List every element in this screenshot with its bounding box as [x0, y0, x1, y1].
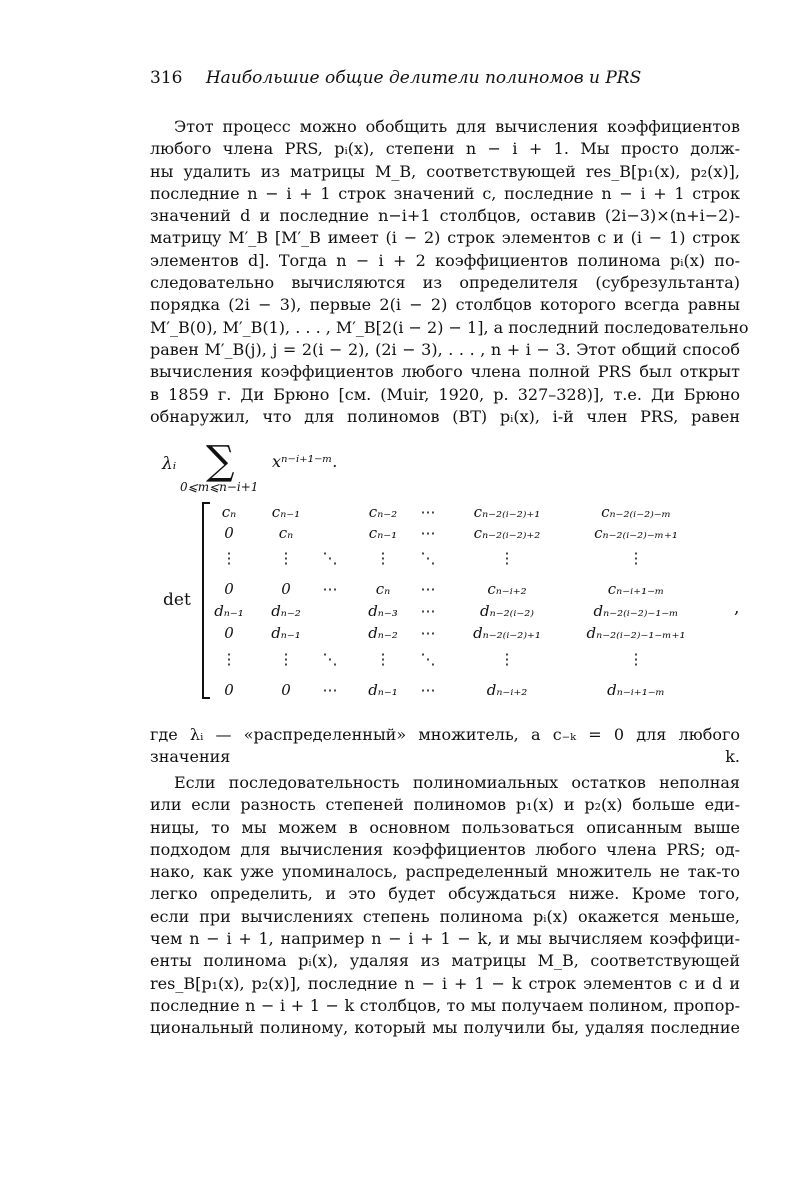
matrix-cell: cₙ₋₂₍ᵢ₋₂₎₊₁: [473, 503, 541, 521]
formula-lambda: λᵢ: [162, 454, 177, 474]
text-line: значения k.: [150, 747, 740, 767]
matrix-cell: 0: [281, 681, 291, 699]
text-line: или если разность степеней полиномов p₁(x) и p₂(x) больше еди-: [150, 795, 740, 815]
matrix-cell: ⋱: [420, 549, 436, 567]
matrix-cell: cₙ₋₁: [271, 503, 301, 521]
text-line: легко определить, и это будет обсуждаться ниже. Кроме того,: [150, 884, 740, 904]
text-line: res_B[p₁(x), p₂(x)], последние n − i + 1 − k строк элементов c и d и: [150, 973, 740, 993]
matrix-cell: ⋮: [628, 549, 644, 567]
matrix-cell: ⋯: [420, 602, 436, 620]
matrix-cell: ⋮: [278, 549, 294, 567]
matrix-cell: ⋯: [420, 681, 436, 699]
matrix-cell: dₙ₋₁: [271, 624, 301, 642]
text-line: любого члена PRS, pᵢ(x), степени n − i + 1. Мы просто долж-: [150, 139, 740, 159]
text-line: подходом для вычисления коэффициентов любого члена PRS; од-: [150, 839, 740, 859]
matrix-cell: cₙ₋₂₍ᵢ₋₂₎₊₂: [473, 524, 541, 542]
text-line: равен M′_B(j), j = 2(i − 2), (2i − 3), . . . , n + i − 3. Этот общий способ: [150, 339, 740, 359]
matrix-cell: cₙ₋₂: [368, 503, 398, 521]
matrix-cell: dₙ₋₁: [368, 681, 398, 699]
matrix-cell: ⋮: [628, 650, 644, 668]
matrix-cell: cₙ: [375, 580, 391, 598]
text-line: матрицу M′_B [M′_B имеет (i − 2) строк элементов c и (i − 1) строк: [150, 228, 740, 248]
text-line: в 1859 г. Ди Брюно [см. (Muir, 1920, p. 327–328)], т.е. Ди Брюно: [150, 384, 740, 404]
det-label: det: [163, 590, 191, 610]
text-line: чем n − i + 1, например n − i + 1 − k, и мы вычисляем коэффици-: [150, 929, 740, 949]
formula-comma: ,: [734, 598, 740, 618]
matrix-cell: 0: [224, 524, 234, 542]
matrix-cell: cₙ₋₂₍ᵢ₋₂₎₋ₘ: [601, 503, 671, 521]
matrix-cell: cₙ: [221, 503, 237, 521]
matrix-cell: 0: [224, 580, 234, 598]
text-line: последние n − i + 1 − k столбцов, то мы получаем полином, пропор-: [150, 995, 740, 1015]
matrix-cell: dₙ₋ᵢ₊₂: [486, 681, 528, 699]
matrix-cell: ⋮: [499, 650, 515, 668]
matrix-cell: dₙ₋₂: [271, 602, 301, 620]
matrix-cell: ⋮: [221, 650, 237, 668]
matrix-cell: cₙ₋ᵢ₊₂: [487, 580, 527, 598]
matrix-cell: ⋱: [322, 549, 338, 567]
page-number: 316: [150, 68, 183, 88]
matrix-cell: ⋮: [221, 549, 237, 567]
text-line: нако, как уже упоминалось, распределенный множитель не так-то: [150, 862, 740, 882]
matrix-cell: cₙ₋₂₍ᵢ₋₂₎₋ₘ₊₁: [594, 524, 678, 542]
matrix-cell: cₙ₋ᵢ₊₁₋ₘ: [607, 580, 665, 598]
text-line: значений d и последние n−i+1 столбцов, оставив (2i−3)×(n+i−2)-: [150, 206, 740, 226]
matrix-cell: ⋯: [420, 524, 436, 542]
matrix-cell: cₙ₋₁: [368, 524, 398, 542]
paragraph-2: [150, 724, 740, 769]
left-bracket: [203, 503, 210, 698]
summation-subscript: 0⩽m⩽n−i+1: [180, 480, 259, 494]
matrix-cell: dₙ₋₁: [214, 602, 244, 620]
text-line: следовательно вычисляются из определителя (субрезультанта): [150, 273, 740, 293]
text-line: где λᵢ — «распределенный» множитель, а c₋ₖ = 0 для любого: [150, 725, 740, 744]
matrix-cell: ⋯: [420, 624, 436, 642]
matrix-cell: ⋱: [420, 650, 436, 668]
text-line: ны удалить из матрицы M_B, соответствующей res_B[p₁(x), p₂(x)],: [150, 161, 740, 181]
text-line: ницы, то мы можем в основном пользоваться описанным выше: [150, 817, 740, 837]
summation-symbol: ∑: [206, 438, 235, 484]
matrix-cell: dₙ₋₂₍ᵢ₋₂₎: [480, 602, 534, 620]
matrix-cell: ⋯: [420, 503, 436, 521]
matrix-cell: dₙ₋₂₍ᵢ₋₂₎₋₁₋ₘ: [593, 602, 679, 620]
matrix-cell: ⋮: [375, 549, 391, 567]
running-title: Наибольшие общие делители полиномов и PRS: [205, 68, 642, 88]
text-line: циональный полиному, который мы получили бы, удаляя последние: [150, 1018, 740, 1038]
formula-power: xⁿ⁻ⁱ⁺¹⁻ᵐ.: [272, 452, 338, 471]
matrix-cell: ⋮: [499, 549, 515, 567]
paragraph-3: [150, 772, 740, 1040]
matrix-cell: 0: [281, 580, 291, 598]
matrix-cell: dₙ₋₂₍ᵢ₋₂₎₊₁: [473, 624, 541, 642]
matrix-cell: 0: [224, 681, 234, 699]
text-line: порядка (2i − 3), первые 2(i − 2) столбцов которого всегда равны: [150, 295, 740, 315]
matrix-cell: dₙ₋₃: [368, 602, 398, 620]
matrix-cell: cₙ: [278, 524, 294, 542]
text-line: обнаружил, что для полиномов (BT) pᵢ(x), i-й член PRS, равен: [150, 406, 740, 426]
matrix-cell: dₙ₋ᵢ₊₁₋ₘ: [607, 681, 665, 699]
matrix-cell: ⋯: [322, 681, 338, 699]
text-line: последние n − i + 1 строк значений c, последние n − i + 1 строк: [150, 183, 740, 203]
text-line: Если последовательность полиномиальных остатков неполная: [174, 773, 740, 792]
text-line: M′_B(0), M′_B(1), . . . , M′_B[2(i − 2) − 1], а последний последовательно: [150, 317, 749, 337]
text-line: вычисления коэффициентов любого члена полной PRS был открыт: [150, 362, 740, 382]
matrix-cell: ⋮: [375, 650, 391, 668]
text-line: элементов d]. Тогда n − i + 2 коэффициентов полинома pᵢ(x) по-: [150, 250, 740, 270]
matrix-cell: ⋯: [420, 580, 436, 598]
matrix-cell: ⋯: [322, 580, 338, 598]
text-line: Этот процесс можно обобщить для вычисления коэффициентов: [174, 117, 740, 136]
text-line: если при вычислениях степень полинома pᵢ(x) окажется меньше,: [150, 906, 740, 926]
matrix-cell: 0: [224, 624, 234, 642]
matrix-cell: ⋮: [278, 650, 294, 668]
matrix-cell: dₙ₋₂: [368, 624, 398, 642]
matrix-cell: dₙ₋₂₍ᵢ₋₂₎₋₁₋ₘ₊₁: [586, 624, 686, 642]
matrix-cell: ⋱: [322, 650, 338, 668]
text-line: енты полинома pᵢ(x), удаляя из матрицы M_B, соответствующей: [150, 951, 740, 971]
